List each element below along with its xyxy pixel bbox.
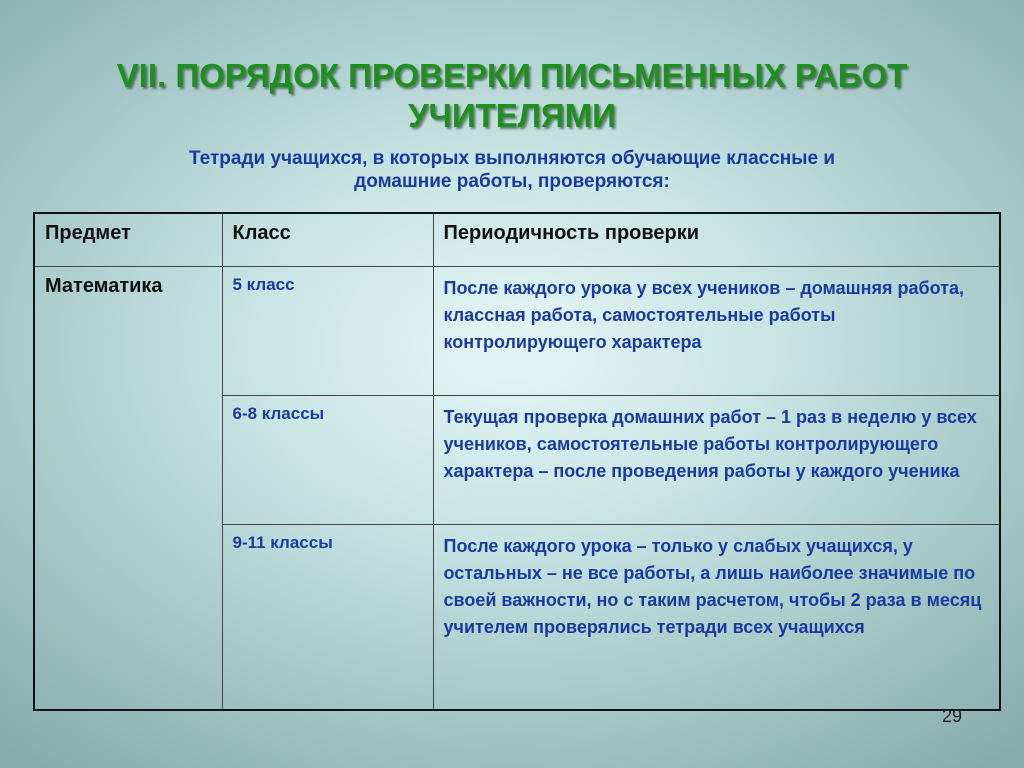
slide-title-line-2: УЧИТЕЛЯМИ (408, 97, 616, 134)
slide-subtitle-line-1: Тетради учащихся, в которых выполняются обучающие классные и (188, 148, 835, 169)
grade-cell: 6-8 классы (222, 396, 433, 525)
slide-title-line-1: VII. ПОРЯДОК ПРОВЕРКИ ПИСЬМЕННЫХ РАБОТ (116, 57, 908, 94)
page-number: 29 (941, 706, 962, 726)
header-periodicity: Периодичность проверки (433, 213, 1000, 267)
slide-subtitle (90, 147, 934, 193)
slide-subtitle-line-2: домашние работы, проверяются: (354, 171, 670, 192)
period-cell: После каждого урока – только у слабых учащихся, у остальных – не все работы, а лишь наиболее значимые по своей важности, но с таким расчетом, чтобы 2 раза в месяц учителем проверялись тетради всех учащихся (433, 525, 1000, 711)
table-row (34, 267, 1000, 396)
check-schedule-table (33, 212, 1001, 711)
period-cell: После каждого урока у всех учеников – домашняя работа, классная работа, самостоятельные работы контролирующего характера (433, 267, 1000, 396)
header-class: Класс (222, 213, 433, 267)
table-header-row (34, 213, 1000, 267)
subject-cell: Математика (34, 267, 222, 711)
slide-title (0, 56, 1024, 136)
grade-cell: 5 класс (222, 267, 433, 396)
grade-cell: 9-11 классы (222, 525, 433, 711)
header-subject: Предмет (34, 213, 222, 267)
period-cell: Текущая проверка домашних работ – 1 раз в неделю у всех учеников, самостоятельные работы контролирующего характера – после проведения работы у каждого ученика (433, 396, 1000, 525)
